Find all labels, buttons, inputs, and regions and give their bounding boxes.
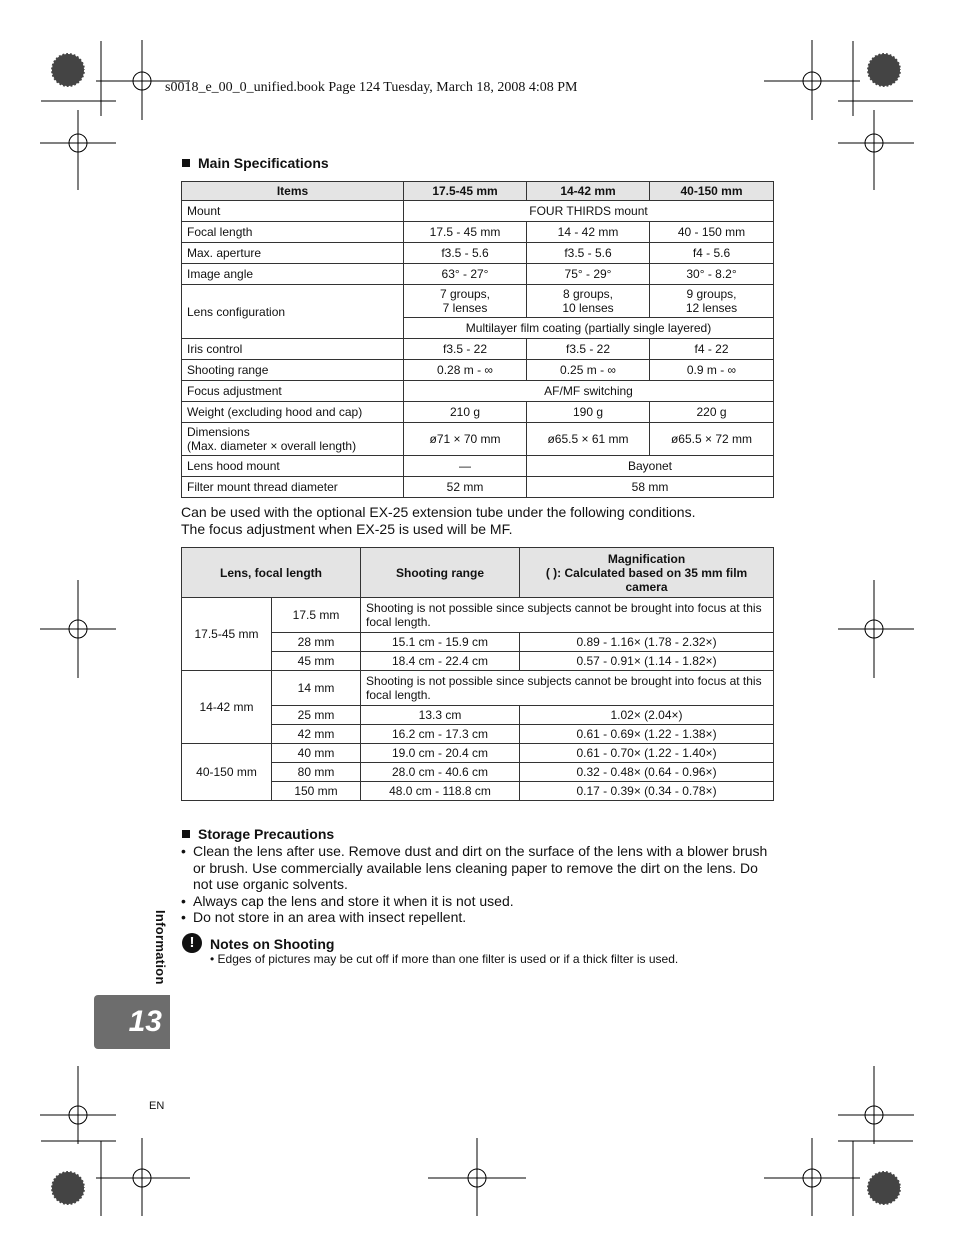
notes-title: Notes on Shooting xyxy=(210,936,335,952)
table-row xyxy=(182,285,774,318)
table-header-row xyxy=(182,182,774,201)
cell-value: 14 - 42 mm xyxy=(527,222,650,243)
storage-list xyxy=(181,843,781,926)
row-label: Max. aperture xyxy=(182,243,404,264)
table-row xyxy=(182,222,774,243)
cell-value xyxy=(650,285,774,318)
cell-value: 58 mm xyxy=(527,477,774,498)
cell-value xyxy=(404,285,527,318)
main-specs-title-text: Main Specifications xyxy=(198,155,329,171)
chapter-number-tab: 13 xyxy=(94,995,170,1049)
table-row xyxy=(182,456,774,477)
row-label: Filter mount thread diameter xyxy=(182,477,404,498)
range-cell: 48.0 cm - 118.8 cm xyxy=(361,782,520,801)
cell-line: 9 groups, xyxy=(686,287,737,301)
notes-text: • Edges of pictures may be cut off if more than one filter is used or if a thick filter is used. xyxy=(210,952,679,966)
ex25-intro-line2: The focus adjustment when EX-25 is used will be MF. xyxy=(181,521,513,537)
cell-value: f3.5 - 22 xyxy=(404,339,527,360)
table-row xyxy=(182,339,774,360)
cell-value: 210 g xyxy=(404,402,527,423)
cell-value: 0.28 m - ∞ xyxy=(404,360,527,381)
magnification-cell: 0.89 - 1.16× (1.78 - 2.32×) xyxy=(520,633,774,652)
focal-cell: 45 mm xyxy=(272,652,361,671)
cell-value: f3.5 - 5.6 xyxy=(527,243,650,264)
cell-value: 52 mm xyxy=(404,477,527,498)
cell-value: ø65.5 × 72 mm xyxy=(650,423,774,456)
column-header: Lens, focal length xyxy=(182,548,361,598)
cell-value: Multilayer film coating (partially single layered) xyxy=(404,318,774,339)
cell-value: 190 g xyxy=(527,402,650,423)
cell-value: f3.5 - 22 xyxy=(527,339,650,360)
side-section-label: Information xyxy=(153,910,168,985)
header-line: camera xyxy=(625,579,668,594)
cell-value: 40 - 150 mm xyxy=(650,222,774,243)
cell-value: — xyxy=(404,456,527,477)
magnification-cell: 0.57 - 0.91× (1.14 - 1.82×) xyxy=(520,652,774,671)
column-header: Shooting range xyxy=(361,548,520,598)
bullet-square-icon xyxy=(182,830,190,838)
row-label: Lens hood mount xyxy=(182,456,404,477)
lens-cell: 14-42 mm xyxy=(182,671,272,744)
bullet-square-icon xyxy=(182,159,190,167)
cell-value: 0.9 m - ∞ xyxy=(650,360,774,381)
table-row xyxy=(182,201,774,222)
row-label: Mount xyxy=(182,201,404,222)
cell-line: 10 lenses xyxy=(562,301,614,315)
focal-cell: 150 mm xyxy=(272,782,361,801)
focal-cell: 80 mm xyxy=(272,763,361,782)
row-label: Focal length xyxy=(182,222,404,243)
focal-cell: 17.5 mm xyxy=(272,598,361,633)
cell-value: 220 g xyxy=(650,402,774,423)
focal-cell: 25 mm xyxy=(272,706,361,725)
ex25-table xyxy=(181,547,774,801)
focal-cell: 42 mm xyxy=(272,725,361,744)
list-item: • Clean the lens after use. Remove dust and dirt on the surface of the lens with a blower brush or brush. Use commercially available lens cleaning paper to remove the dirt on the lens. Do not use organic solvents. xyxy=(181,843,781,893)
magnification-cell: 0.32 - 0.48× (0.64 - 0.96×) xyxy=(520,763,774,782)
column-header: 17.5-45 mm xyxy=(404,182,527,201)
caution-icon: ! xyxy=(182,933,202,953)
range-cell: 18.4 cm - 22.4 cm xyxy=(361,652,520,671)
range-cell: 19.0 cm - 20.4 cm xyxy=(361,744,520,763)
column-header: 14-42 mm xyxy=(527,182,650,201)
table-row xyxy=(182,477,774,498)
table-row xyxy=(182,671,774,706)
column-header: 40-150 mm xyxy=(650,182,774,201)
table-row xyxy=(182,402,774,423)
table-row xyxy=(182,744,774,763)
cell-value: 63° - 27° xyxy=(404,264,527,285)
list-item: • Do not store in an area with insect repellent. xyxy=(181,909,781,926)
table-row xyxy=(182,598,774,633)
column-header xyxy=(520,548,774,598)
focal-cell: 28 mm xyxy=(272,633,361,652)
row-label: Weight (excluding hood and cap) xyxy=(182,402,404,423)
header-line: Magnification xyxy=(607,551,686,566)
ex25-intro-line1: Can be used with the optional EX-25 extension tube under the following conditions. xyxy=(181,504,696,520)
range-cell: 28.0 cm - 40.6 cm xyxy=(361,763,520,782)
cell-value: f3.5 - 5.6 xyxy=(404,243,527,264)
row-label: Focus adjustment xyxy=(182,381,404,402)
row-label xyxy=(182,423,404,456)
cell-line: 8 groups, xyxy=(562,287,614,301)
cell-line: (Max. diameter × overall length) xyxy=(187,439,357,453)
language-label: EN xyxy=(149,1100,165,1112)
cell-value: f4 - 22 xyxy=(650,339,774,360)
magnification-cell: 0.61 - 0.69× (1.22 - 1.38×) xyxy=(520,725,774,744)
storage-title xyxy=(182,826,334,842)
magnification-cell: 0.17 - 0.39× (0.34 - 0.78×) xyxy=(520,782,774,801)
range-cell: 16.2 cm - 17.3 cm xyxy=(361,725,520,744)
table-row xyxy=(182,423,774,456)
storage-title-text: Storage Precautions xyxy=(198,826,335,842)
book-header: s0018_e_00_0_unified.book Page 124 Tuesday, March 18, 2008 4:08 PM xyxy=(165,80,578,95)
focal-cell: 14 mm xyxy=(272,671,361,706)
cell-value: 30° - 8.2° xyxy=(650,264,774,285)
row-label: Lens configuration xyxy=(182,285,404,339)
range-cell: 13.3 cm xyxy=(361,706,520,725)
magnification-cell: 0.61 - 0.70× (1.22 - 1.40×) xyxy=(520,744,774,763)
cell-line: 12 lenses xyxy=(685,301,738,315)
cell-line: 7 lenses xyxy=(442,301,488,315)
row-label: Iris control xyxy=(182,339,404,360)
range-cell: 15.1 cm - 15.9 cm xyxy=(361,633,520,652)
cell-value: 17.5 - 45 mm xyxy=(404,222,527,243)
row-label: Shooting range xyxy=(182,360,404,381)
cell-value: f4 - 5.6 xyxy=(650,243,774,264)
cell-value: AF/MF switching xyxy=(404,381,774,402)
lens-cell: 40-150 mm xyxy=(182,744,272,801)
cell-value: 0.25 m - ∞ xyxy=(527,360,650,381)
cell-value: ø65.5 × 61 mm xyxy=(527,423,650,456)
cell-value: ø71 × 70 mm xyxy=(404,423,527,456)
not-possible-cell: Shooting is not possible since subjects cannot be brought into focus at this focal length. xyxy=(361,598,774,633)
main-specs-table xyxy=(181,181,774,498)
column-header: Items xyxy=(182,182,404,201)
cell-line: Dimensions xyxy=(187,425,250,439)
row-label: Image angle xyxy=(182,264,404,285)
magnification-cell: 1.02× (2.04×) xyxy=(520,706,774,725)
lens-cell: 17.5-45 mm xyxy=(182,598,272,671)
main-specs-title xyxy=(182,155,329,171)
table-row xyxy=(182,360,774,381)
cell-value: 75° - 29° xyxy=(527,264,650,285)
cell-line: 7 groups, xyxy=(439,287,491,301)
table-row xyxy=(182,264,774,285)
list-item: • Always cap the lens and store it when it is not used. xyxy=(181,893,781,910)
table-row xyxy=(182,381,774,402)
focal-cell: 40 mm xyxy=(272,744,361,763)
cell-value: Bayonet xyxy=(527,456,774,477)
header-line: ( ): Calculated based on 35 mm film xyxy=(545,565,748,580)
not-possible-cell: Shooting is not possible since subjects cannot be brought into focus at this focal length. xyxy=(361,671,774,706)
cell-value: FOUR THIRDS mount xyxy=(404,201,774,222)
cell-value xyxy=(527,285,650,318)
table-header-row xyxy=(182,548,774,598)
table-row xyxy=(182,243,774,264)
